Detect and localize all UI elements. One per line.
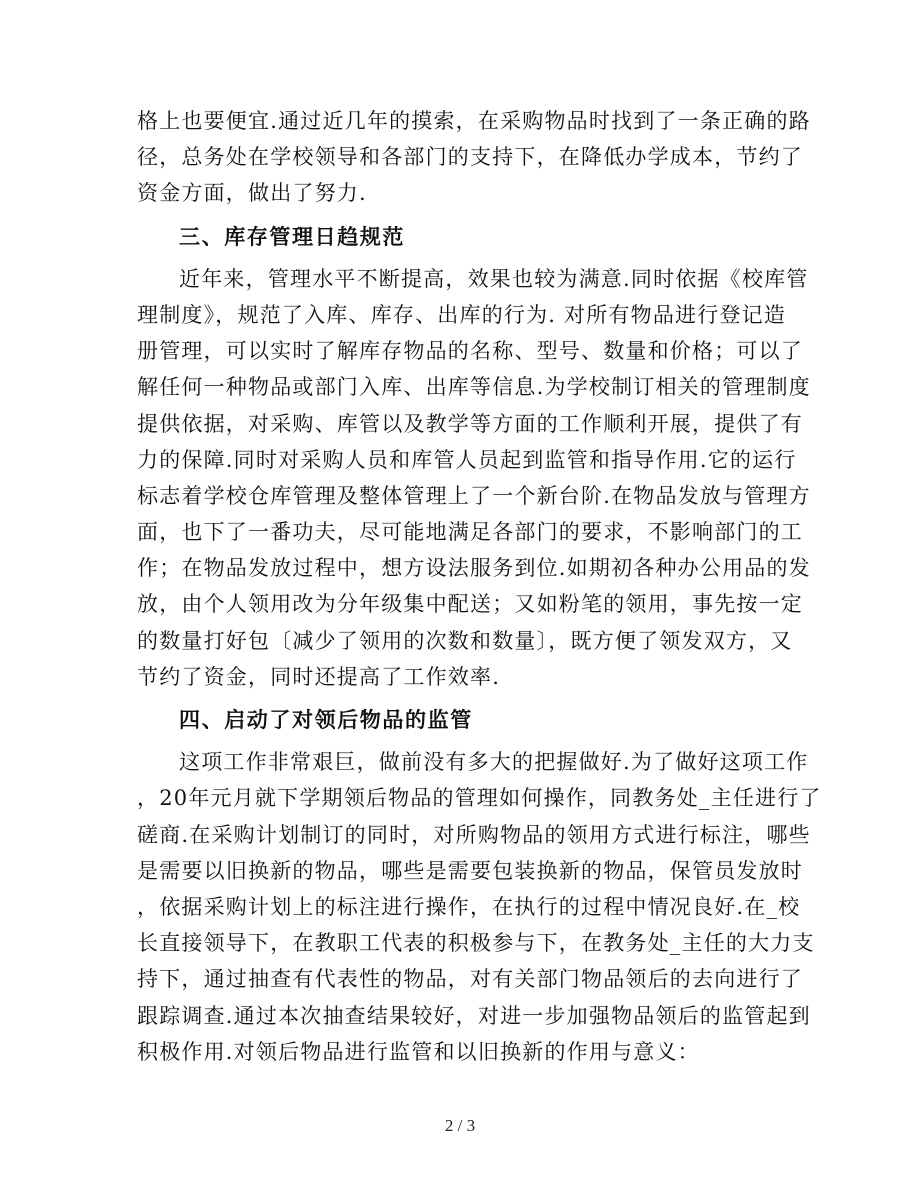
paragraph-line: 资金方面，做出了努力. xyxy=(137,181,367,206)
paragraph-line: 解任何一种物品或部门入库、出库等信息.为学校制订相关的管理制度 xyxy=(137,375,811,400)
paragraph-line: 跟踪调查.通过本次抽查结果较好，对进一步加强物品领后的监管起到 xyxy=(137,1003,811,1028)
paragraph-line: 节约了资金，同时还提高了工作效率. xyxy=(137,664,501,689)
paragraph-line: 长直接领导下，在教职工代表的积极参与下，在教务处_主任的大力支 xyxy=(137,931,815,956)
paragraph-line: 提供依据，对采购、库管以及教学等方面的工作顺利开展，提供了有 xyxy=(137,411,803,436)
paragraph-line: 作；在物品发放过程中，想方设法服务到位.如期初各种办公用品的发 xyxy=(137,556,811,581)
supervision-paragraph xyxy=(137,744,822,1070)
paragraph-line: 的数量打好包〔减少了领用的次数和数量〕，既方便了领发双方，又 xyxy=(137,628,793,653)
paragraph-line: ，依据采购计划上的标注进行操作，在执行的过程中情况良好.在_校 xyxy=(137,894,801,919)
paragraph-line: 近年来，管理水平不断提高，效果也较为满意.同时依据《校库管 xyxy=(179,266,809,291)
paragraph-line: 放，由个人领用改为分年级集中配送；又如粉笔的领用，事先按一定 xyxy=(137,592,803,617)
intro-paragraph xyxy=(137,103,811,212)
section-heading-supervision: 四、启动了对领后物品的监管 xyxy=(179,708,473,732)
paragraph-line: 格上也要便宜.通过近几年的摸索，在采购物品时找到了一条正确的路 xyxy=(137,109,811,133)
paragraph-line: 磋商.在采购计划制订的同时，对所购物品的领用方式进行标注，哪些 xyxy=(137,822,811,847)
paragraph-line: 积极作用.对领后物品进行监管和以旧换新的作用与意义： xyxy=(137,1039,700,1064)
paragraph-line: 面，也下了一番功夫，尽可能地满足各部门的要求，不影响部门的工 xyxy=(137,520,803,545)
paragraph-line: 持下，通过抽查有代表性的物品，对有关部门物品领后的去向进行了 xyxy=(137,967,803,992)
paragraph-line: ，20年元月就下学期领后物品的管理如何操作，同教务处_主任进行了 xyxy=(137,786,822,811)
paragraph-line: 是需要以旧换新的物品，哪些是需要包装换新的物品，保管员发放时 xyxy=(137,858,803,883)
paragraph-line: 径，总务处在学校领导和各部门的支持下，在降低办学成本，节约了 xyxy=(137,145,803,170)
paragraph-line: 理制度》，规范了入库、库存、出库的行为. 对所有物品进行登记造 xyxy=(137,302,787,327)
paragraph-line: 这项工作非常艰巨，做前没有多大的把握做好.为了做好这项工作 xyxy=(179,750,809,775)
paragraph-line: 力的保障.同时对采购人员和库管人员起到监管和指导作用.它的运行 xyxy=(137,447,797,472)
document-body xyxy=(137,103,822,1070)
inventory-paragraph xyxy=(137,261,811,695)
page-number: 2 / 3 xyxy=(444,1116,476,1135)
section-heading-inventory: 三、库存管理日趋规范 xyxy=(179,224,405,249)
paragraph-line: 标志着学校仓库管理及整体管理上了一个新台阶.在物品发放与管理方 xyxy=(137,483,811,508)
paragraph-line: 册管理，可以实时了解库存物品的名称、型号、数量和价格；可以了 xyxy=(137,339,803,364)
